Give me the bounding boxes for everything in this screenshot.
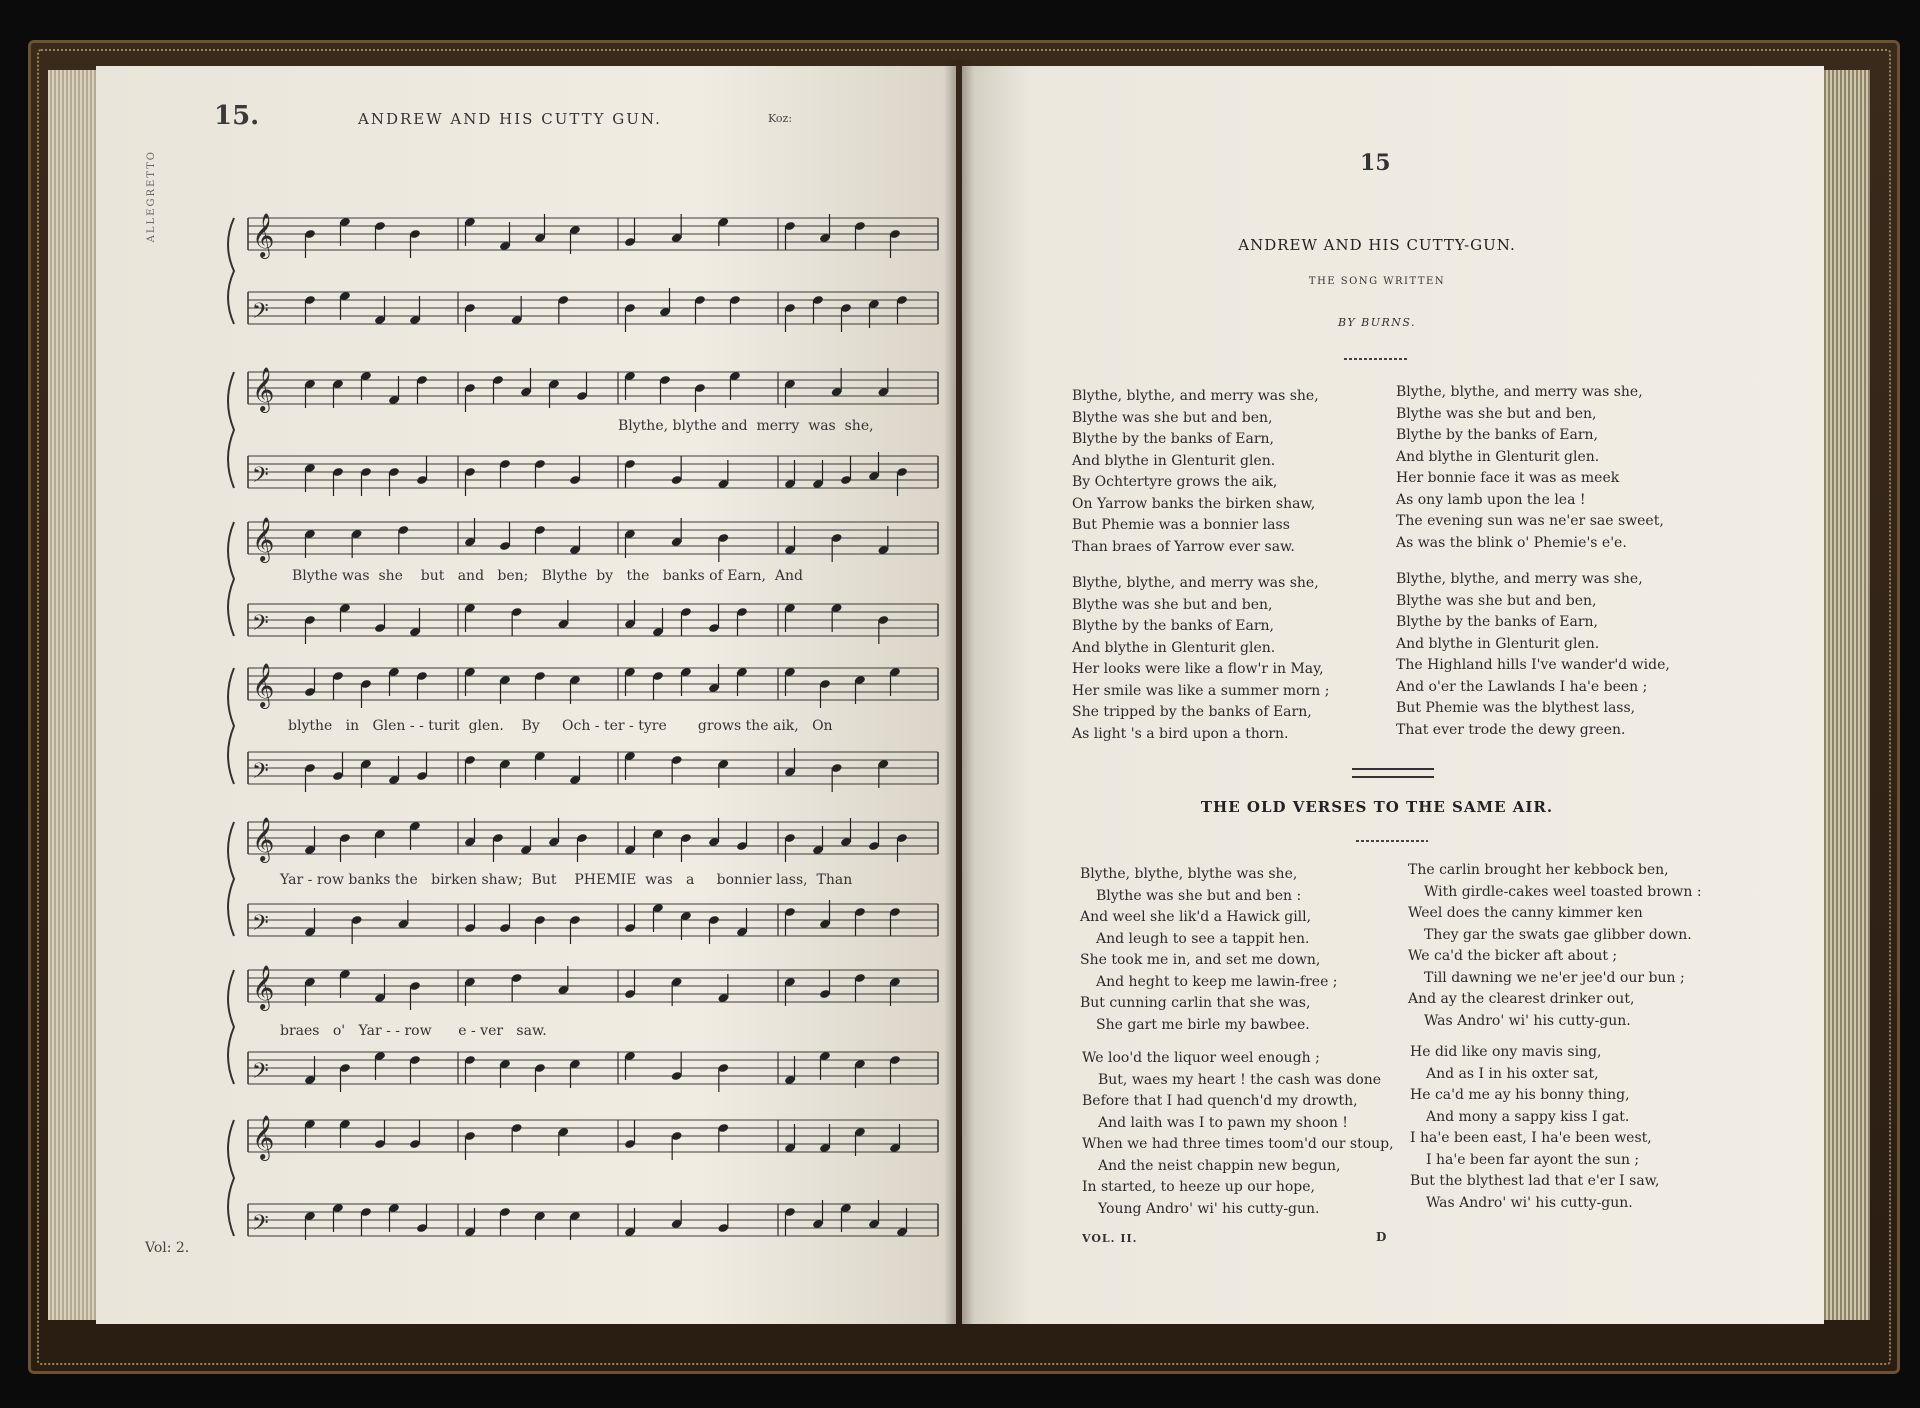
verse-line: That ever trode the dewy green. bbox=[1396, 721, 1626, 738]
verse-line: When we had three times toom'd our stoup, bbox=[1082, 1136, 1394, 1152]
verse-line: And weel she lik'd a Hawick gill, bbox=[1080, 909, 1312, 925]
lyric-line-4: Yar - row banks the birken shaw; But PHEMIE was a bonnier lass, Than bbox=[280, 872, 853, 888]
song-author: BY BURNS. bbox=[1337, 316, 1417, 329]
lyric-line-5: braes o' Yar - - row e - ver saw. bbox=[280, 1023, 547, 1039]
verse-line: With girdle-cakes weel toasted brown : bbox=[1424, 883, 1702, 900]
treble-clef-icon: 𝄞 bbox=[252, 965, 275, 1009]
bass-clef-icon: 𝄢 bbox=[252, 759, 269, 789]
treble-clef-icon: 𝄞 bbox=[252, 213, 275, 257]
verse-line: She took me in, and set me down, bbox=[1080, 952, 1321, 968]
system-brace bbox=[228, 970, 234, 1084]
book-gutter bbox=[944, 60, 974, 1328]
verse-line: Blythe was she but and ben, bbox=[1072, 409, 1273, 426]
verse-line: Than braes of Yarrow ever saw. bbox=[1072, 538, 1295, 555]
verse-line: But cunning carlin that she was, bbox=[1080, 995, 1311, 1011]
verse-line: Blythe, blythe, and merry was she, bbox=[1072, 388, 1319, 404]
verse-line: And the neist chappin new begun, bbox=[1098, 1157, 1341, 1174]
bass-clef-icon: 𝄢 bbox=[252, 911, 269, 941]
verse-line: As was the blink o' Phemie's e'e. bbox=[1396, 534, 1627, 551]
verse-line: In started, to heeze up our hope, bbox=[1082, 1179, 1315, 1195]
verse-line: And laith was I to pawn my shoon ! bbox=[1098, 1114, 1348, 1131]
verse-line: And blythe in Glenturit glen. bbox=[1072, 452, 1276, 469]
treble-clef-icon: 𝄞 bbox=[252, 663, 275, 707]
verse-line: But, waes my heart ! the cash was done bbox=[1098, 1071, 1382, 1088]
verse-line: We loo'd the liquor weel enough ; bbox=[1082, 1050, 1320, 1066]
verse-line: The evening sun was ne'er sae sweet, bbox=[1396, 513, 1664, 529]
verse-line: And as I in his oxter sat, bbox=[1426, 1065, 1599, 1082]
lyric-line-2: Blythe was she but and ben; Blythe by the banks of Earn, And bbox=[292, 568, 803, 584]
verse-line: I ha'e been far ayont the sun ; bbox=[1426, 1151, 1640, 1168]
verse-line: Blythe was she but and ben, bbox=[1396, 592, 1597, 609]
verse-line: As ony lamb upon the lea ! bbox=[1396, 491, 1586, 508]
verse-line: Blythe, blythe, and merry was she, bbox=[1396, 571, 1643, 587]
verse-line: Blythe by the banks of Earn, bbox=[1072, 618, 1274, 634]
verse-line: I ha'e been east, I ha'e been west, bbox=[1410, 1130, 1652, 1146]
bass-clef-icon: 𝄢 bbox=[252, 299, 269, 329]
section-divider bbox=[1352, 768, 1434, 778]
lyric-line-3: blythe in Glen - - turit glen. By Och - ter - tyre grows the aik, On bbox=[288, 718, 833, 734]
verse-line: Was Andro' wi' his cutty-gun. bbox=[1426, 1194, 1633, 1211]
verse-line: Blythe, blythe, blythe was she, bbox=[1080, 866, 1298, 882]
treble-clef-icon: 𝄞 bbox=[252, 517, 275, 561]
stanza-1 bbox=[1072, 386, 1319, 558]
verse-line: Till dawning we ne'er jee'd our bun ; bbox=[1424, 969, 1685, 986]
verse-line: Blythe, blythe, and merry was she, bbox=[1396, 384, 1643, 400]
verse-line: But Phemie was a bonnier lass bbox=[1072, 517, 1290, 533]
verse-line: Was Andro' wi' his cutty-gun. bbox=[1424, 1012, 1631, 1029]
system-brace bbox=[228, 822, 234, 936]
verse-line: They gar the swats gae glibber down. bbox=[1424, 926, 1692, 943]
stanza-3 bbox=[1072, 573, 1329, 745]
verse-line: The carlin brought her kebbock ben, bbox=[1408, 862, 1669, 878]
old-stanza-4 bbox=[1410, 1042, 1659, 1214]
treble-clef-icon: 𝄞 bbox=[252, 1115, 275, 1159]
verse-line: And blythe in Glenturit glen. bbox=[1072, 639, 1276, 656]
verse-line: Young Andro' wi' his cutty-gun. bbox=[1098, 1200, 1320, 1217]
left-footer-volume: Vol: 2. bbox=[145, 1240, 190, 1256]
bass-clef-icon: 𝄢 bbox=[252, 463, 269, 493]
verse-line: Blythe by the banks of Earn, bbox=[1396, 427, 1598, 443]
verse-line: Blythe by the banks of Earn, bbox=[1072, 431, 1274, 447]
verse-line: Blythe was she but and ben, bbox=[1072, 596, 1273, 613]
verse-line: And blythe in Glenturit glen. bbox=[1396, 448, 1600, 465]
old-verses-title: THE OLD VERSES TO THE SAME AIR. bbox=[1200, 798, 1554, 816]
bass-clef-icon: 𝄢 bbox=[252, 1211, 269, 1241]
verse-line: And ay the clearest drinker out, bbox=[1408, 991, 1635, 1007]
verse-line: By Ochtertyre grows the aik, bbox=[1072, 474, 1278, 490]
verse-line: And o'er the Lawlands I ha'e been ; bbox=[1396, 678, 1648, 695]
verse-line: Her smile was like a summer morn ; bbox=[1072, 682, 1330, 699]
composer-mark: Koz: bbox=[768, 112, 793, 125]
verse-line: Blythe was she but and ben, bbox=[1396, 405, 1597, 422]
stanza-2 bbox=[1396, 382, 1664, 554]
verse-line: Her bonnie face it was as meek bbox=[1396, 470, 1620, 486]
ornament-rule-2 bbox=[1356, 840, 1428, 842]
verse-line: But Phemie was the blythest lass, bbox=[1396, 700, 1636, 716]
stanza-4 bbox=[1396, 569, 1670, 741]
verse-line: He ca'd me ay his bonny thing, bbox=[1410, 1087, 1630, 1103]
verse-line: Weel does the canny kimmer ken bbox=[1408, 905, 1643, 921]
verse-line: He did like ony mavis sing, bbox=[1410, 1044, 1602, 1060]
verse-line: And mony a sappy kiss I gat. bbox=[1426, 1108, 1630, 1125]
system-brace bbox=[228, 522, 234, 636]
verse-line: We ca'd the bicker aft about ; bbox=[1408, 948, 1618, 964]
treble-clef-icon: 𝄞 bbox=[252, 367, 275, 411]
old-stanza-2 bbox=[1408, 860, 1702, 1032]
verse-line: Her looks were like a flow'r in May, bbox=[1072, 661, 1324, 677]
verse-line: As light 's a bird upon a thorn. bbox=[1072, 725, 1289, 742]
bass-clef-icon: 𝄢 bbox=[252, 611, 269, 641]
left-page-number: 15. bbox=[214, 101, 260, 131]
verse-line: And heght to keep me lawin-free ; bbox=[1096, 973, 1338, 990]
bass-clef-icon: 𝄢 bbox=[252, 1059, 269, 1089]
verse-line: Blythe by the banks of Earn, bbox=[1396, 614, 1598, 630]
verse-line: She gart me birle my bawbee. bbox=[1096, 1016, 1310, 1033]
signature-mark: D bbox=[1376, 1230, 1387, 1244]
verse-line: And blythe in Glenturit glen. bbox=[1396, 635, 1600, 652]
system-brace bbox=[228, 218, 234, 324]
right-footer-volume: VOL. II. bbox=[1082, 1232, 1138, 1245]
verse-line: But the blythest lad that e'er I saw, bbox=[1410, 1173, 1660, 1189]
verse-line: The Highland hills I've wander'd wide, bbox=[1396, 657, 1670, 673]
ornament-rule bbox=[1344, 358, 1408, 360]
system-brace bbox=[228, 372, 234, 488]
song-subtitle: THE SONG WRITTEN bbox=[1308, 276, 1446, 287]
lyric-line-1: Blythe, blythe and merry was she, bbox=[618, 418, 874, 434]
system-brace bbox=[228, 1120, 234, 1236]
system-brace bbox=[228, 668, 234, 784]
verse-line: On Yarrow banks the birken shaw, bbox=[1072, 495, 1316, 512]
left-page-title: ANDREW AND HIS CUTTY GUN. bbox=[358, 110, 662, 128]
right-page-number: 15 bbox=[1360, 150, 1391, 176]
tempo-mark: ALLEGRETTO bbox=[146, 150, 157, 243]
verse-line: Before that I had quench'd my drowth, bbox=[1082, 1093, 1358, 1109]
verse-line: Blythe was she but and ben : bbox=[1096, 887, 1302, 904]
old-stanza-3 bbox=[1082, 1048, 1394, 1220]
verse-line: Blythe, blythe, and merry was she, bbox=[1072, 575, 1319, 591]
verse-line: And leugh to see a tappit hen. bbox=[1096, 930, 1310, 947]
song-title: ANDREW AND HIS CUTTY-GUN. bbox=[1238, 236, 1516, 254]
treble-clef-icon: 𝄞 bbox=[252, 817, 275, 861]
old-stanza-1 bbox=[1080, 864, 1338, 1036]
verse-line: She tripped by the banks of Earn, bbox=[1072, 704, 1312, 720]
